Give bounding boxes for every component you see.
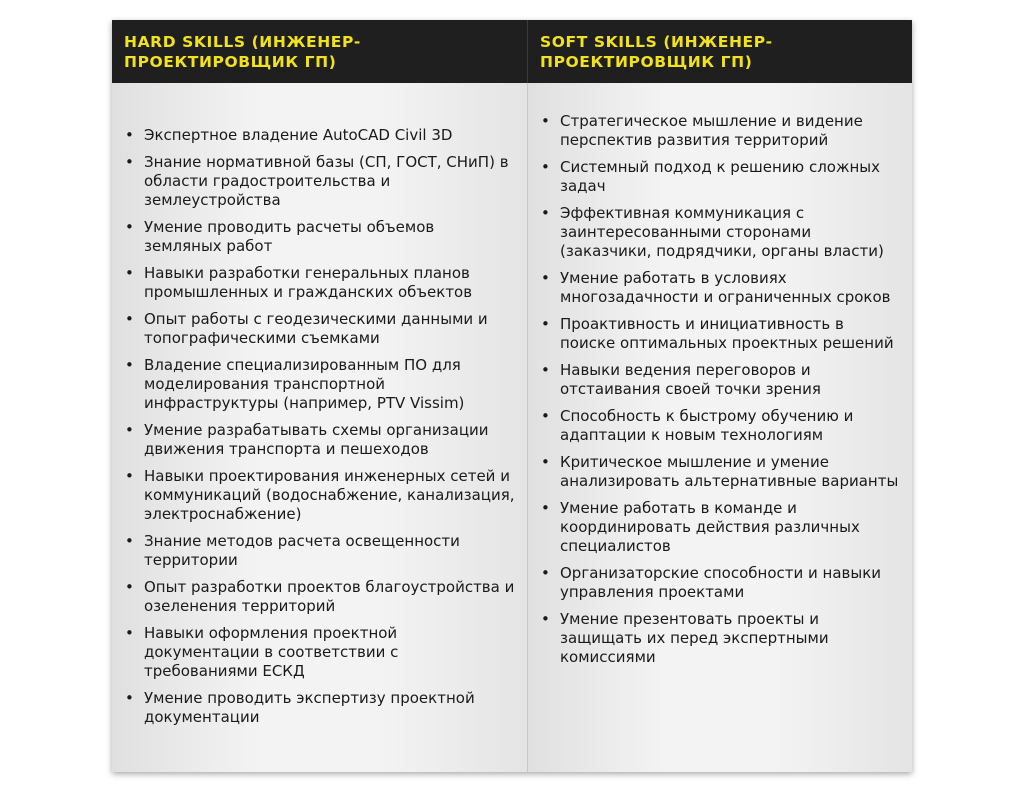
list-item-text: Умение проводить экспертизу проектной документации (144, 689, 475, 726)
bullet-icon: • (541, 315, 550, 333)
list-item-text: Проактивность и инициативность в поиске оптимальных проектных решений (560, 315, 894, 352)
bullet-icon: • (125, 218, 134, 236)
list-item (124, 264, 516, 302)
list-item-text: Эффективная коммуникация с заинтересованными сторонами (заказчики, подрядчики, органы власти) (560, 204, 884, 260)
list-item-text: Знание нормативной базы (СП, ГОСТ, СНиП) в области градостроительства и землеустройства (144, 153, 509, 209)
list-item-text: Умение работать в команде и координировать действия различных специалистов (560, 499, 860, 555)
bullet-icon: • (541, 453, 550, 471)
bullet-icon: • (541, 269, 550, 287)
list-item (124, 153, 516, 210)
bullet-icon: • (541, 158, 550, 176)
list-item (124, 624, 516, 681)
list-item-text: Знание методов расчета освещенности территории (144, 532, 460, 569)
soft-skills-header (527, 20, 912, 83)
list-item-text: Стратегическое мышление и видение перспектив развития территорий (560, 112, 863, 149)
skills-table (112, 20, 912, 772)
bullet-icon: • (541, 204, 550, 222)
list-item-text: Умение презентовать проекты и защищать их перед экспертными комиссиями (560, 610, 829, 666)
list-item (540, 112, 900, 150)
bullet-icon: • (125, 467, 134, 485)
bullet-icon: • (125, 310, 134, 328)
bullet-icon: • (125, 356, 134, 374)
bullet-icon: • (541, 499, 550, 517)
list-item (124, 532, 516, 570)
bullet-icon: • (125, 126, 134, 144)
list-item (540, 269, 900, 307)
list-item-text: Опыт работы с геодезическими данными и топографическими съемками (144, 310, 488, 347)
hard-skills-header (112, 20, 527, 83)
list-item (540, 407, 900, 445)
list-item (124, 218, 516, 256)
list-item (540, 361, 900, 399)
bullet-icon: • (541, 112, 550, 130)
list-item-text: Способность к быстрому обучению и адаптации к новым технологиям (560, 407, 854, 444)
bullet-icon: • (125, 578, 134, 596)
bullet-icon: • (125, 532, 134, 550)
list-item-text: Системный подход к решению сложных задач (560, 158, 881, 195)
list-item (124, 689, 516, 727)
list-item-text: Умение проводить расчеты объемов земляных работ (144, 218, 435, 255)
bullet-icon: • (541, 361, 550, 379)
list-item-text: Экспертное владение AutoCAD Civil 3D (144, 126, 453, 144)
list-item (540, 499, 900, 556)
bullet-icon: • (125, 264, 134, 282)
soft-skills-title: SOFT SKILLS (ИНЖЕНЕР-ПРОЕКТИРОВЩИК ГП) (540, 33, 773, 71)
list-item-text: Опыт разработки проектов благоустройства и озеленения территорий (144, 578, 515, 615)
list-item (540, 204, 900, 261)
list-item-text: Организаторские способности и навыки управления проектами (560, 564, 882, 601)
hard-skills-title: HARD SKILLS (ИНЖЕНЕР-ПРОЕКТИРОВЩИК ГП) (124, 33, 361, 71)
list-item (124, 310, 516, 348)
bullet-icon: • (125, 624, 134, 642)
hard-skills-cell (112, 83, 527, 772)
list-item (124, 356, 516, 413)
bullet-icon: • (541, 407, 550, 425)
soft-skills-cell (527, 83, 912, 772)
list-item (124, 578, 516, 616)
list-item (540, 315, 900, 353)
soft-skills-list (540, 112, 900, 675)
list-item-text: Навыки ведения переговоров и отстаивания своей точки зрения (560, 361, 821, 398)
list-item (124, 126, 516, 145)
list-item-text: Умение разрабатывать схемы организации движения транспорта и пешеходов (144, 421, 489, 458)
list-item (540, 610, 900, 667)
list-item-text: Владение специализированным ПО для моделирования транспортной инфраструктуры (например, PTV Vissim) (144, 356, 465, 412)
bullet-icon: • (541, 610, 550, 628)
bullet-icon: • (125, 689, 134, 707)
bullet-icon: • (125, 421, 134, 439)
list-item-text: Умение работать в условиях многозадачности и ограниченных сроков (560, 269, 891, 306)
list-item (124, 467, 516, 524)
list-item (540, 564, 900, 602)
list-item-text: Навыки проектирования инженерных сетей и коммуникаций (водоснабжение, канализация, электроснабжение) (144, 467, 515, 523)
list-item-text: Навыки разработки генеральных планов промышленных и гражданских объектов (144, 264, 473, 301)
list-item (540, 158, 900, 196)
list-item-text: Навыки оформления проектной документации в соответствии с требованиями ЕСКД (144, 624, 399, 680)
list-item (124, 421, 516, 459)
hard-skills-list (124, 126, 516, 735)
bullet-icon: • (125, 153, 134, 171)
list-item-text: Критическое мышление и умение анализировать альтернативные варианты (560, 453, 899, 490)
list-item (540, 453, 900, 491)
bullet-icon: • (541, 564, 550, 582)
